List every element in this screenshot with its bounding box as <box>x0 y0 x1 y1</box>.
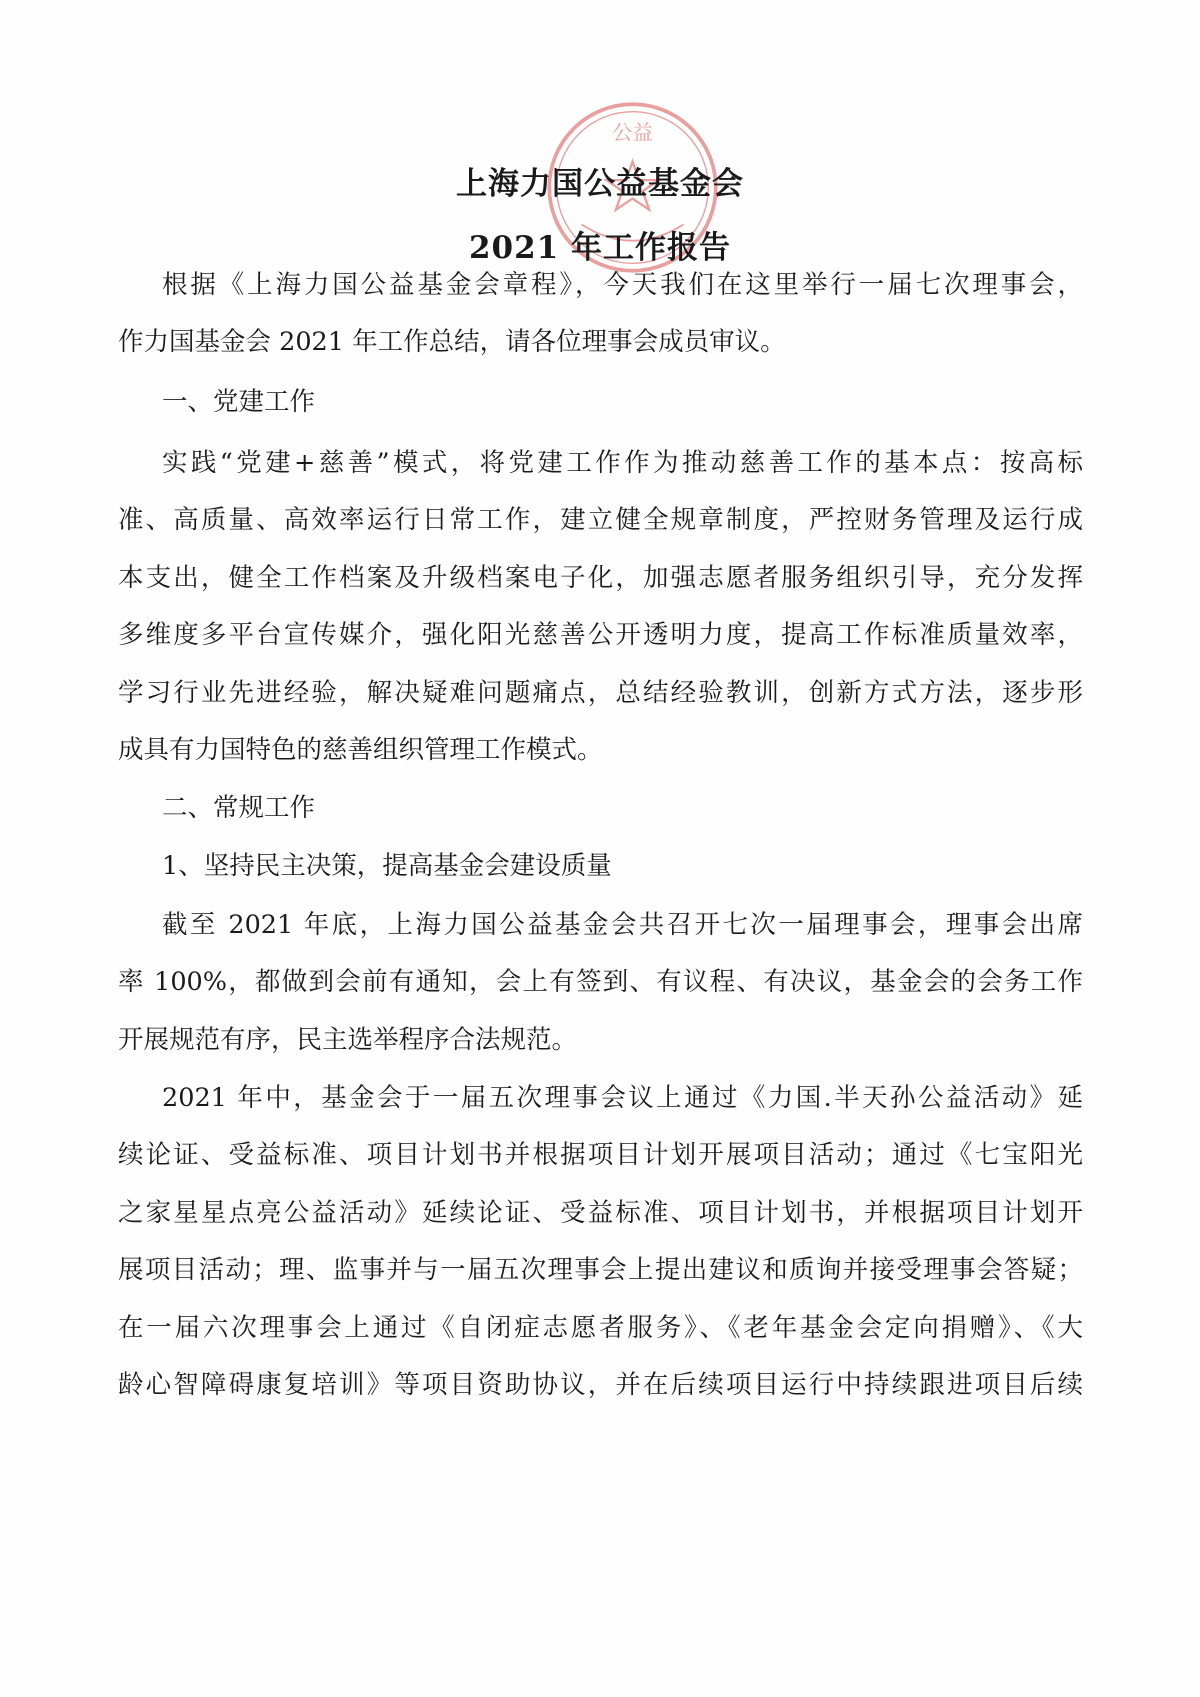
section-2-para-2-line: 2021 年中，基金会于一届五次理事会议上通过《力国.半天孙公益活动》延 <box>162 1083 1083 1113</box>
section-2-para-2-line: 展项目活动；理、监事并与一届五次理事会上提出建议和质询并接受理事会答疑； <box>118 1255 1083 1285</box>
svg-text:公益: 公益 <box>612 120 653 145</box>
intro-line-2: 作力国基金会 2021 年工作总结，请各位理事会成员审议。 <box>118 327 786 357</box>
section-1-line: 多维度多平台宣传媒介，强化阳光慈善公开透明力度，提高工作标准质量效率， <box>118 620 1083 650</box>
intro-line-1: 根据《上海力国公益基金会章程》，今天我们在这里举行一届七次理事会， <box>162 270 1083 300</box>
section-2-para-1-line: 率 100%，都做到会前有通知，会上有签到、有议程、有决议，基金会的会务工作 <box>118 967 1083 997</box>
section-1-line: 成具有力国特色的慈善组织管理工作模式。 <box>118 735 603 765</box>
section-2-para-2-line: 龄心智障碍康复培训》等项目资助协议，并在后续项目运行中持续跟进项目后续 <box>118 1370 1083 1400</box>
section-2-para-2-line: 之家星星点亮公益活动》延续论证、受益标准、项目计划书，并根据项目计划开 <box>118 1198 1083 1228</box>
section-1-heading: 一、党建工作 <box>162 387 316 417</box>
section-2-heading: 二、常规工作 <box>162 793 316 823</box>
section-2-para-2-line: 在一届六次理事会上通过《自闭症志愿者服务》、《老年基金会定向捐赠》、《大 <box>118 1313 1083 1343</box>
section-1-line: 准、高质量、高效率运行日常工作，建立健全规章制度，严控财务管理及运行成 <box>118 505 1083 535</box>
section-1-line: 实践“党建+慈善”模式，将党建工作作为推动慈善工作的基本点：按高标 <box>162 448 1083 478</box>
document-title: 上海力国公益基金会 <box>456 166 744 202</box>
section-2-para-1-line: 开展规范有序，民主选举程序合法规范。 <box>118 1025 578 1055</box>
section-2-para-2-line: 续论证、受益标准、项目计划书并根据项目计划开展项目活动；通过《七宝阳光 <box>118 1140 1083 1170</box>
section-1-line: 本支出，健全工作档案及升级档案电子化，加强志愿者服务组织引导，充分发挥 <box>118 563 1083 593</box>
document-subtitle: 2021 年工作报告 <box>468 230 732 266</box>
section-2-para-1-line: 截至 2021 年底，上海力国公益基金会共召开七次一届理事会，理事会出席 <box>162 910 1083 940</box>
section-2-subheading: 1、坚持民主决策，提高基金会建设质量 <box>162 851 612 881</box>
section-1-line: 学习行业先进经验，解决疑难问题痛点，总结经验教训，创新方式方法，逐步形 <box>118 678 1083 708</box>
